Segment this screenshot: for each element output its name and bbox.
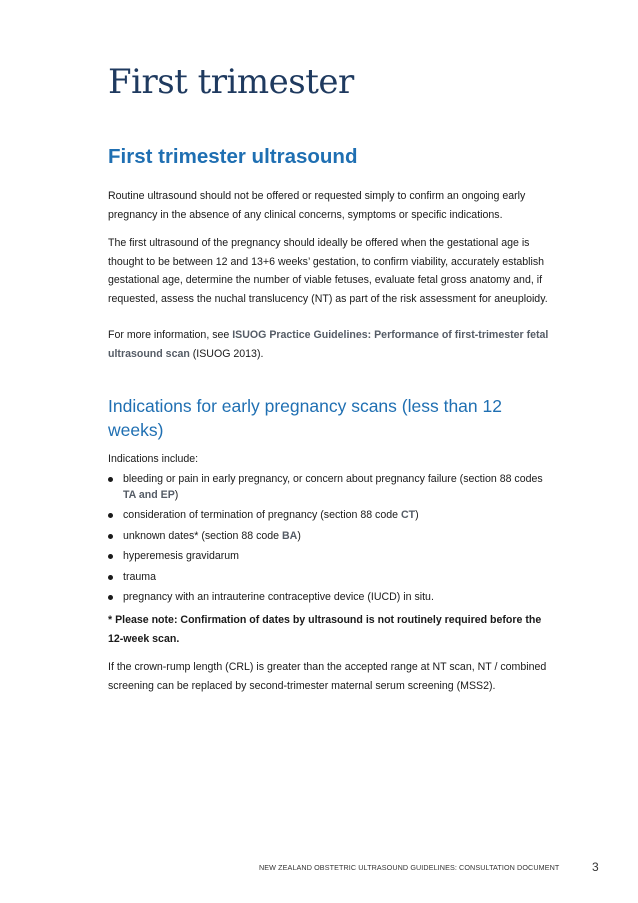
list-item-text: unknown dates* (section 88 code (123, 529, 283, 542)
bullet-icon (108, 477, 113, 482)
paragraph-first-ultrasound: The first ultrasound of the pregnancy should ideally be offered when the gestational age is thought to be between 12 and 13+6 weeks’ gestation, to confirm viability, accurately establish gestational age, determine the number of viable fetuses, evaluate fetal gross anatomy and, if requested, assess the nuchal translucency (NT) as part of the risk assessment for aneuploidy. (108, 237, 548, 305)
list-item-text: bleeding or pain in early pregnancy, or concern about pregnancy failure (section 88 codes (123, 473, 543, 485)
section-title: First trimester ultrasound (108, 145, 358, 168)
list-item-text: hyperemesis gravidarum (123, 550, 239, 562)
list-item-text: consideration of termination of pregnancy (section 88 code (123, 509, 401, 521)
bullet-icon (108, 554, 113, 559)
page-number: 3 (592, 860, 599, 874)
list-item (108, 508, 558, 524)
subsection-title: Indications for early pregnancy scans (less than 12 weeks) (108, 396, 502, 440)
bullet-icon (108, 575, 113, 580)
section-code: BA (282, 529, 298, 542)
list-item-suffix: ) (415, 509, 419, 521)
indications-intro: Indications include: (108, 453, 199, 465)
dates-note (108, 611, 558, 648)
list-item (108, 472, 558, 503)
more-info-suffix: (ISUOG 2013). (189, 347, 264, 360)
list-item (108, 549, 558, 565)
bullet-icon (108, 595, 113, 600)
footer-document-title: NEW ZEALAND OBSTETRIC ULTRASOUND GUIDELINES: CONSULTATION DOCUMENT (259, 863, 560, 872)
list-item (108, 529, 558, 545)
section-code: CT (400, 509, 416, 521)
dates-note-text: * Please note: Confirmation of dates by ultrasound is not routinely required before the 12-week scan. (108, 614, 542, 645)
list-item (108, 590, 558, 606)
paragraph-more-information (108, 326, 558, 363)
list-item (108, 570, 558, 586)
list-item-text: pregnancy with an intrauterine contraceptive device (IUCD) in situ. (123, 591, 434, 603)
bullet-icon (108, 534, 113, 539)
more-info-prefix: For more information, see (108, 329, 233, 341)
list-item-suffix: ) (174, 488, 179, 501)
list-item-suffix: ) (297, 529, 301, 542)
indications-list (108, 472, 558, 611)
chapter-title: First trimester (108, 62, 354, 102)
isuog-guidelines-link[interactable]: ISUOG Practice Guidelines: Performance of first-trimester fetal ultrasound scan (108, 329, 549, 360)
bullet-icon (108, 513, 113, 518)
paragraph-crl: If the crown-rump length (CRL) is greater than the accepted range at NT scan, NT / combined screening can be replaced by second-trimester maternal serum screening (MSS2). (108, 661, 547, 692)
section-code: TA and EP (123, 488, 175, 501)
paragraph-routine-ultrasound: Routine ultrasound should not be offered or requested simply to confirm an ongoing early pregnancy in the absence of any clinical concerns, symptoms or specific indications. (108, 190, 526, 221)
list-item-text: trauma (123, 570, 156, 583)
